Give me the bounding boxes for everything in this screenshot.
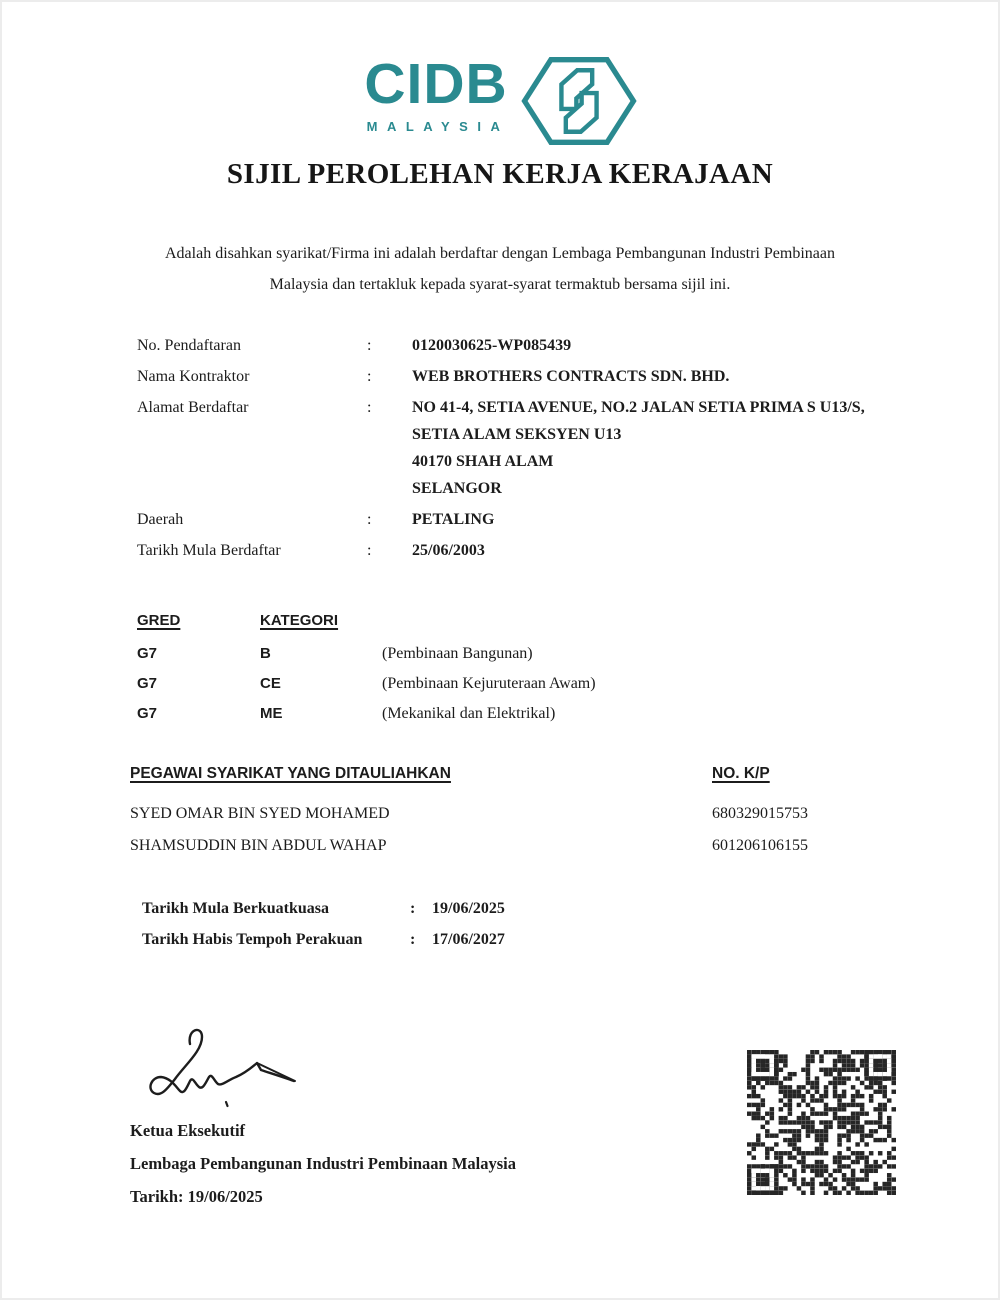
grade-row xyxy=(137,705,918,723)
page-title: SIJIL PEROLEHAN KERJA KERAJAAN xyxy=(226,158,774,190)
detail-value-address xyxy=(412,394,918,502)
grades-header xyxy=(137,612,918,629)
detail-row-no-pendaftaran xyxy=(137,332,918,359)
detail-label: No. Pendaftaran xyxy=(137,337,241,354)
gred-value: G7 xyxy=(137,645,158,662)
signer-title: Ketua Eksekutif xyxy=(130,1121,246,1140)
address-line-3: 40170 SHAH ALAM xyxy=(412,453,554,470)
detail-separator: : xyxy=(367,511,372,528)
address-line-1: NO 41-4, SETIA AVENUE, NO.2 JALAN SETIA PRIMA S U13/S, xyxy=(412,399,865,416)
kategori-value: CE xyxy=(260,675,281,692)
kategori-value: ME xyxy=(260,705,283,722)
intro-paragraph xyxy=(62,238,938,300)
validity-label: Tarikh Habis Tempoh Perakuan xyxy=(142,931,363,948)
kategori-value: B xyxy=(260,645,271,662)
registration-details xyxy=(137,332,918,568)
detail-row-tarikh-mula-berdaftar xyxy=(137,537,918,564)
kategori-column-header: KATEGORI xyxy=(260,612,339,629)
grades-table xyxy=(137,612,918,735)
detail-row-daerah xyxy=(137,506,918,533)
address-line-4: SELANGOR xyxy=(412,480,502,497)
detail-value: PETALING xyxy=(412,511,495,528)
officer-ic-number: 601206106155 xyxy=(712,837,808,854)
validity-value: 19/06/2025 xyxy=(432,900,505,917)
gred-value: G7 xyxy=(137,675,158,692)
grade-row xyxy=(137,675,918,693)
address-line-2: SETIA ALAM SEKSYEN U13 xyxy=(412,426,622,443)
validity-section xyxy=(142,898,602,960)
detail-separator: : xyxy=(367,542,372,559)
intro-line-2: Malaysia dan tertakluk kepada syarat-syarat termaktub bersama sijil ini. xyxy=(269,276,731,294)
officer-row xyxy=(130,835,918,856)
validity-label: Tarikh Mula Berkuatkuasa xyxy=(142,900,330,917)
validity-value: 17/06/2027 xyxy=(432,931,505,948)
validity-separator: : xyxy=(410,931,416,948)
officers-header xyxy=(130,765,918,783)
intro-line-1: Adalah disahkan syarikat/Firma ini adalah berdaftar dengan Lembaga Pembangunan Industri Pembinaan xyxy=(164,245,835,262)
detail-label: Nama Kontraktor xyxy=(137,368,250,385)
gred-value: G7 xyxy=(137,705,158,722)
qr-code xyxy=(747,1050,896,1195)
detail-label: Tarikh Mula Berdaftar xyxy=(137,542,281,559)
detail-row-nama-kontraktor xyxy=(137,363,918,390)
kategori-description: (Pembinaan Bangunan) xyxy=(382,645,533,662)
officer-name: SYED OMAR BIN SYED MOHAMED xyxy=(130,805,390,822)
kategori-description: (Pembinaan Kejuruteraan Awam) xyxy=(382,675,596,692)
officers-name-column-header: PEGAWAI SYARIKAT YANG DITAULIAHKAN xyxy=(130,765,451,782)
detail-row-alamat-berdaftar xyxy=(137,394,918,502)
signature xyxy=(140,1022,300,1110)
kategori-description: (Mekanikal dan Elektrikal) xyxy=(382,705,556,722)
detail-value: 25/06/2003 xyxy=(412,542,485,559)
grade-row xyxy=(137,645,918,663)
cidb-logo xyxy=(2,54,998,148)
malaysia-text: MALAYSIA xyxy=(366,119,510,134)
organization-name: Lembaga Pembangunan Industri Pembinaan Malaysia xyxy=(130,1154,516,1173)
gred-column-header: GRED xyxy=(137,612,181,629)
detail-separator: : xyxy=(367,337,372,354)
detail-separator: : xyxy=(367,368,372,385)
detail-label: Alamat Berdaftar xyxy=(137,399,249,416)
validity-row-start xyxy=(142,898,602,919)
detail-label: Daerah xyxy=(137,511,184,528)
cidb-brand-text: CIDB xyxy=(364,52,508,116)
certificate-date: Tarikh: 19/06/2025 xyxy=(130,1187,263,1206)
detail-value: 0120030625-WP085439 xyxy=(412,337,572,354)
officer-ic-number: 680329015753 xyxy=(712,805,808,822)
validity-separator: : xyxy=(410,900,416,917)
cidb-wordmark xyxy=(363,54,510,134)
officers-section xyxy=(130,765,918,867)
footer-block xyxy=(130,1114,516,1213)
officer-name: SHAMSUDDIN BIN ABDUL WAHAP xyxy=(130,837,387,854)
cidb-hexagon-icon xyxy=(521,54,637,148)
detail-value: WEB BROTHERS CONTRACTS SDN. BHD. xyxy=(412,368,730,385)
detail-separator: : xyxy=(367,399,372,416)
officer-row xyxy=(130,803,918,824)
officers-ic-column-header: NO. K/P xyxy=(712,765,770,782)
validity-row-end xyxy=(142,929,602,950)
